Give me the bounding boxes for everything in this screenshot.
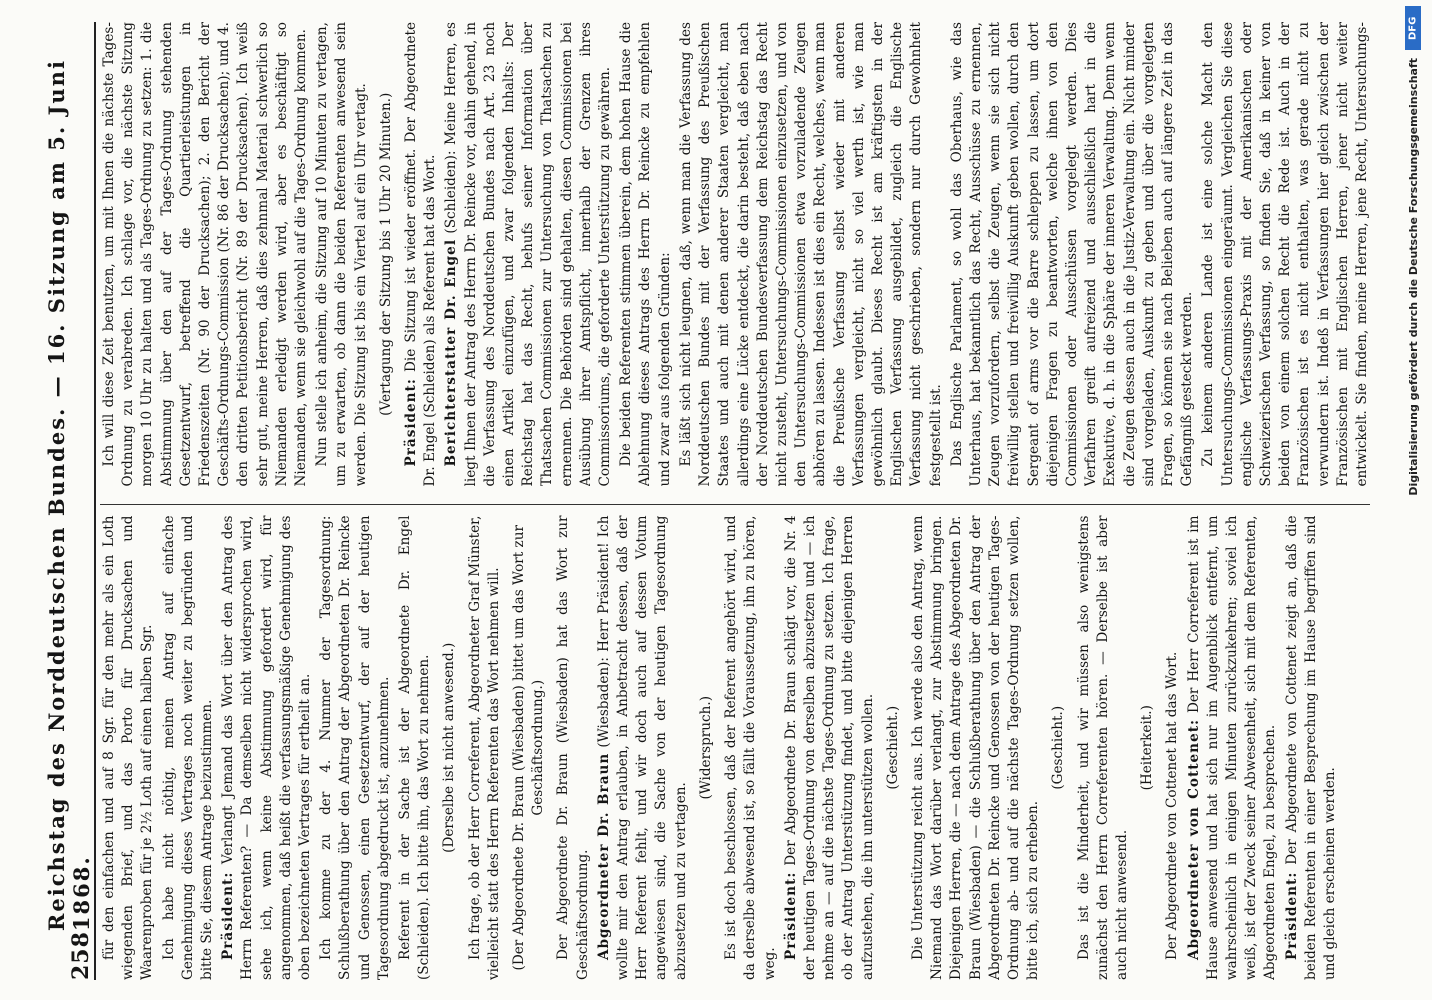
text-columns: [100, 22, 1370, 980]
page-number: 258: [68, 931, 94, 980]
page-header: [44, 22, 96, 980]
stage-direction: (Geschieht.): [884, 705, 901, 790]
digitization-credit: Digitalisierung gefördert durch die Deutsche Forschungsgemeinschaft: [1406, 58, 1420, 496]
body-paragraph: für den einfachen und auf 8 Sgr. für den mehr als ein Loth wiegenden Brief, und das Porto für Drucksachen und Waarenproben für je 2½ Loth auf einen halben Sgr.: [101, 515, 156, 980]
stage-direction: (Widerspruch.): [697, 695, 714, 800]
body-paragraph: Es ist doch beschlossen, daß der Referent angehört wird, und da derselbe abwesend ist, so fällt die Voraussetzung, ihn zu hören, weg.: [723, 515, 778, 980]
stage-direction: (Derselbe ist nicht anwesend.): [441, 642, 458, 853]
body-paragraph: Es läßt sich nicht leugnen, daß, wenn man die Verfassung des Norddeutschen Bundes mit der Verfassung des Preußischen Staates und auch mit denen anderer Staaten vergleicht, man allerdings eine Lücke entdeckt, die darin besteht, daß eben nach der Norddeutschen Bundesverfassung dem Reichstag das Recht nicht zusteht, Untersuchungs-Commissionen einzusetzen, und von den Untersuchungs-Commissionen etwa vorzuladende Zeugen abhören zu lassen. Indessen ist dies ein Recht, welches, wenn man die Preußische Verfassung selbst wieder mit anderen Verfassungen vergleicht, nicht so viel werth ist, wie man gewöhnlich glaubt. Dieses Recht ist am kräftigsten in der Englischen Verfassung ausgebildet, zugleich die Englische Verfassung nicht geschrieben, sondern nur durch Gewohnheit festgestellt ist.: [677, 22, 944, 487]
speech-paragraph: [442, 22, 615, 487]
speech-paragraph: [1185, 516, 1281, 981]
speech-text: (Wiesbaden): Herr Präsident! Ich wollte mir den Antrag erlauben, in Anbetracht dessen, daß der Herr Referent fehlt, und wir doch auch auf dessen Votum angewiesen sind, die Sache von der heutigen Tagesordnung abzusetzen und zu vertagen.: [595, 515, 689, 980]
stage-direction: (Vertagung der Sitzung bis 1 Uhr 20 Minuten.): [377, 92, 394, 416]
speech-text: Der Abgeordnete von Cottenet zeigt an, daß die beiden Referenten in einer Besprechung im Hause begriffen sind und gleich erscheinen werden.: [1283, 515, 1338, 980]
body-paragraph: Ich komme zu der 4. Nummer der Tagesordnung: Schlußberathung über den Antrag der Abgeordneten Dr. Reincke und Genossen, einen Gesetzentwurf, der auf der heutigen Tagesordnung abgedruckt ist, anzunehmen.: [318, 515, 392, 980]
speech-paragraph: [782, 516, 878, 981]
left-column: [100, 505, 1370, 981]
speech-paragraph: [402, 22, 440, 487]
speech-text: Die Sitzung ist wieder eröffnet. Der Abgeordnete Dr. Engel (Schleiden) als Referent hat das Wort.: [403, 22, 439, 487]
speech-paragraph: [1283, 516, 1341, 981]
stage-direction: (Geschieht.): [1050, 705, 1067, 790]
running-title: Reichstag des Norddeutschen Bundes. — 16. Sitzung am 5. Juni 1868.: [44, 59, 94, 932]
speech-paragraph: [595, 516, 691, 981]
speech-text: (Schleiden): Meine Herren, es liegt Ihnen der Antrag des Herrn Dr. Reincke vor, dahin gehend, in die Verfassung des Norddeutschen Bundes nach Art. 23 noch einen Artikel einzufügen, und zwar folgenden Inhalts: Der Reichstag hat das Recht, behufs seiner Information über Thatsachen Commissionen zur Untersuchung von Thatsachen zu ernennen. Die Behörden sind gehalten, diesen Commissionen bei Ausübung ihrer Amtspflicht, innerhalb der Grenzen ihres Commissoriums, die geforderte Unterstützung zu gewähren.: [443, 22, 614, 487]
speaker-name: Präsident:: [220, 871, 237, 960]
body-paragraph: Zu keinem anderen Lande ist eine solche Macht den Untersuchungs-Commissionen eingeräumt. Vergleichen Sie diese englische Verfassungs-Praxis mit der Amerikanischen oder Schweizerischen Verfassung, so finden Sie, daß in keiner von beiden von einem solchen Recht die Rede ist. Auch in der Französischen ist es nicht enthalten, was gerade nicht zu verwundern ist. Indeß in Verfassungen hier gleich zwischen der Französischen mit Englischen Herren, jener nicht weiter entwickelt. Sie finden, meine Herren, jene Recht, Untersuchungs-: [1200, 22, 1370, 487]
speaker-name: Berichterstatter Dr. Engel: [443, 239, 460, 467]
body-paragraph: Das Englische Parlament, so wohl das Oberhaus, wie das Unterhaus, hat bekanntlich das Recht, Ausschüsse zu ernennen, Zeugen vorzufordern, selbst die Zeugen, wenn sie sich nicht freiwillig stellen und freiwillig Auskunft geben wollen, durch den Sergeant of arms vor die Barre schleppen zu lassen, um dort diejenigen Fragen zu beantworten, welche ihnen von den Commissionen oder Ausschüssen vorgelegt werden. Dies Verfahren greift aufreizend und ausschließlich hart in die Exekutive, d. h. in die Sphäre der inneren Verwaltung. Denn wenn die Zeugen dessen auch in die Justiz-Verwaltung ein. Nicht minder sind vorgeladen, Auskunft zu geben und über die vorgelegten Fragen, so können sie nach Belieben auch auf längere Zeit in das Gefängniß gesteckt werden.: [948, 22, 1196, 487]
speech-text: Verlangt Jemand das Wort über den Antrag des Herrn Referenten? — Da demselben nicht widersprochen wird, sehe ich, wenn keine Abstimmung gefordert wird, für angenommen, daß heißt die verfassungsmäßige Genehmigung des oben bezeichneten Vertrages für ertheilt an.: [220, 515, 314, 980]
speaker-name: Abgeordneter Dr. Braun: [595, 752, 612, 960]
body-paragraph: Ich frage, ob der Herr Correferent, Abgeordneter Graf Münster, vielleicht statt des Herrn Referenten das Wort nehmen will.: [466, 515, 502, 980]
dfg-logo: DFG: [1405, 6, 1421, 50]
dfg-sidebar: [1400, 4, 1426, 994]
body-paragraph: Der Abgeordnete von Cottenet hat das Wort.: [1164, 651, 1181, 960]
speaker-name: Präsident:: [403, 378, 420, 467]
speech-text: Der Abgeordnete Dr. Braun schlägt vor, die Nr. 4 der heutigen Tages-Ordnung von derselben abzusetzen und — ich nehme an — auf die nächste Tages-Ordnung zu setzen. Ich frage, ob der Antrag Unterstützung findet, und bitte diejenigen Herren aufzustehen, die ihn unterstützen wollen.: [782, 515, 876, 980]
speaker-name: Abgeordneter von Cottenet:: [1185, 718, 1202, 960]
stage-direction: (Heiterkeit.): [1139, 705, 1156, 791]
body-paragraph: Ich habe nicht nöthig, meinen Antrag auf einfache Genehmigung dieses Vertrages noch weiter zu begründen und bitte Sie, diesem Antrage beizustimmen.: [160, 515, 216, 980]
speech-paragraph: [219, 516, 315, 981]
body-paragraph: Das ist die Minderheit, und wir müssen also wenigstens zunächst den Herrn Correferenten hören. — Derselbe ist aber auch nicht anwesend.: [1075, 515, 1130, 980]
speaker-name: Präsident:: [782, 871, 799, 960]
body-paragraph: Referent in der Sache ist der Abgeordnete Dr. Engel (Schleiden). Ich bitte ihn, das Wort zu nehmen.: [397, 515, 433, 980]
stage-direction: (Der Abgeordnete Dr. Braun (Wiesbaden) bittet um das Wort zur Geschäftsordnung.): [511, 525, 547, 971]
right-column: [100, 22, 1370, 487]
speaker-name: Präsident:: [1283, 871, 1300, 960]
body-paragraph: Der Abgeordnete Dr. Braun (Wiesbaden) hat das Wort zur Geschäftsordnung.: [555, 515, 591, 980]
body-paragraph: Nun stelle ich anheim, die Sitzung auf 10 Minuten zu vertagen, um zu erwarten, ob dann die beiden Referenten anwesend sein werden. Die Sitzung ist bis ein Viertel auf ein Uhr vertagt.: [314, 22, 369, 487]
body-paragraph: Die Unterstützung reicht aus. Ich werde also den Antrag, wenn Niemand das Wort darüber verlangt, zur Abstimmung bringen. Diejenigen Herren, die — nach dem Antrage des Abgeordneten Dr. Braun (Wiesbaden) — die Schlußberathung über den Antrag der Abgeordneten Dr. Reincke und Genossen von der heutigen Tages-Ordnung ab- und auf die nächste Tages-Ordnung setzen wollen, bitte ich, sich zu erheben.: [909, 515, 1042, 980]
speech-text: Der Herr Correferent ist im Hause anwesend und hat sich nur im Augenblick entfernt, um wahrscheinlich in einigen Minuten zurückzukehren; soviel ich weiß, ist der Zweck seiner Abwesenheit, sich mit dem Referenten, Abgeordneten Engel, zu besprechen.: [1185, 515, 1279, 980]
body-paragraph: Ich will diese Zeit benutzen, um mit Ihnen die nächste Tages-Ordnung zu verabreden. Ich schlage vor, die nächste Sitzung morgen 10 Uhr zu halten und als Tages-Ordnung zu setzen: 1. die Abstimmung über den auf der Tages-Ordnung stehenden Gesetzentwurf, betreffend die Quartierleistungen in Friedenszeiten (Nr. 90 der Drucksachen); 2. den Bericht der Geschäfts-Ordnungs-Commission (Nr. 86 der Drucksachen); und 4. den dritten Petitionsbericht (Nr. 89 der Drucksachen). Ich weiß sehr gut, meine Herren, daß dies zehnmal Material schwerlich so Niemanden erledigt werden wird, aber es beschäftigt so Niemanden, wenn sie gleichwohl auf die Tages-Ordnung kommen.: [101, 22, 310, 487]
body-paragraph: Die beiden Referenten stimmen überein, dem hohen Hause die Ablehnung dieses Antrags des Herrn Dr. Reincke zu empfehlen und zwar aus folgenden Gründen:: [618, 22, 673, 487]
